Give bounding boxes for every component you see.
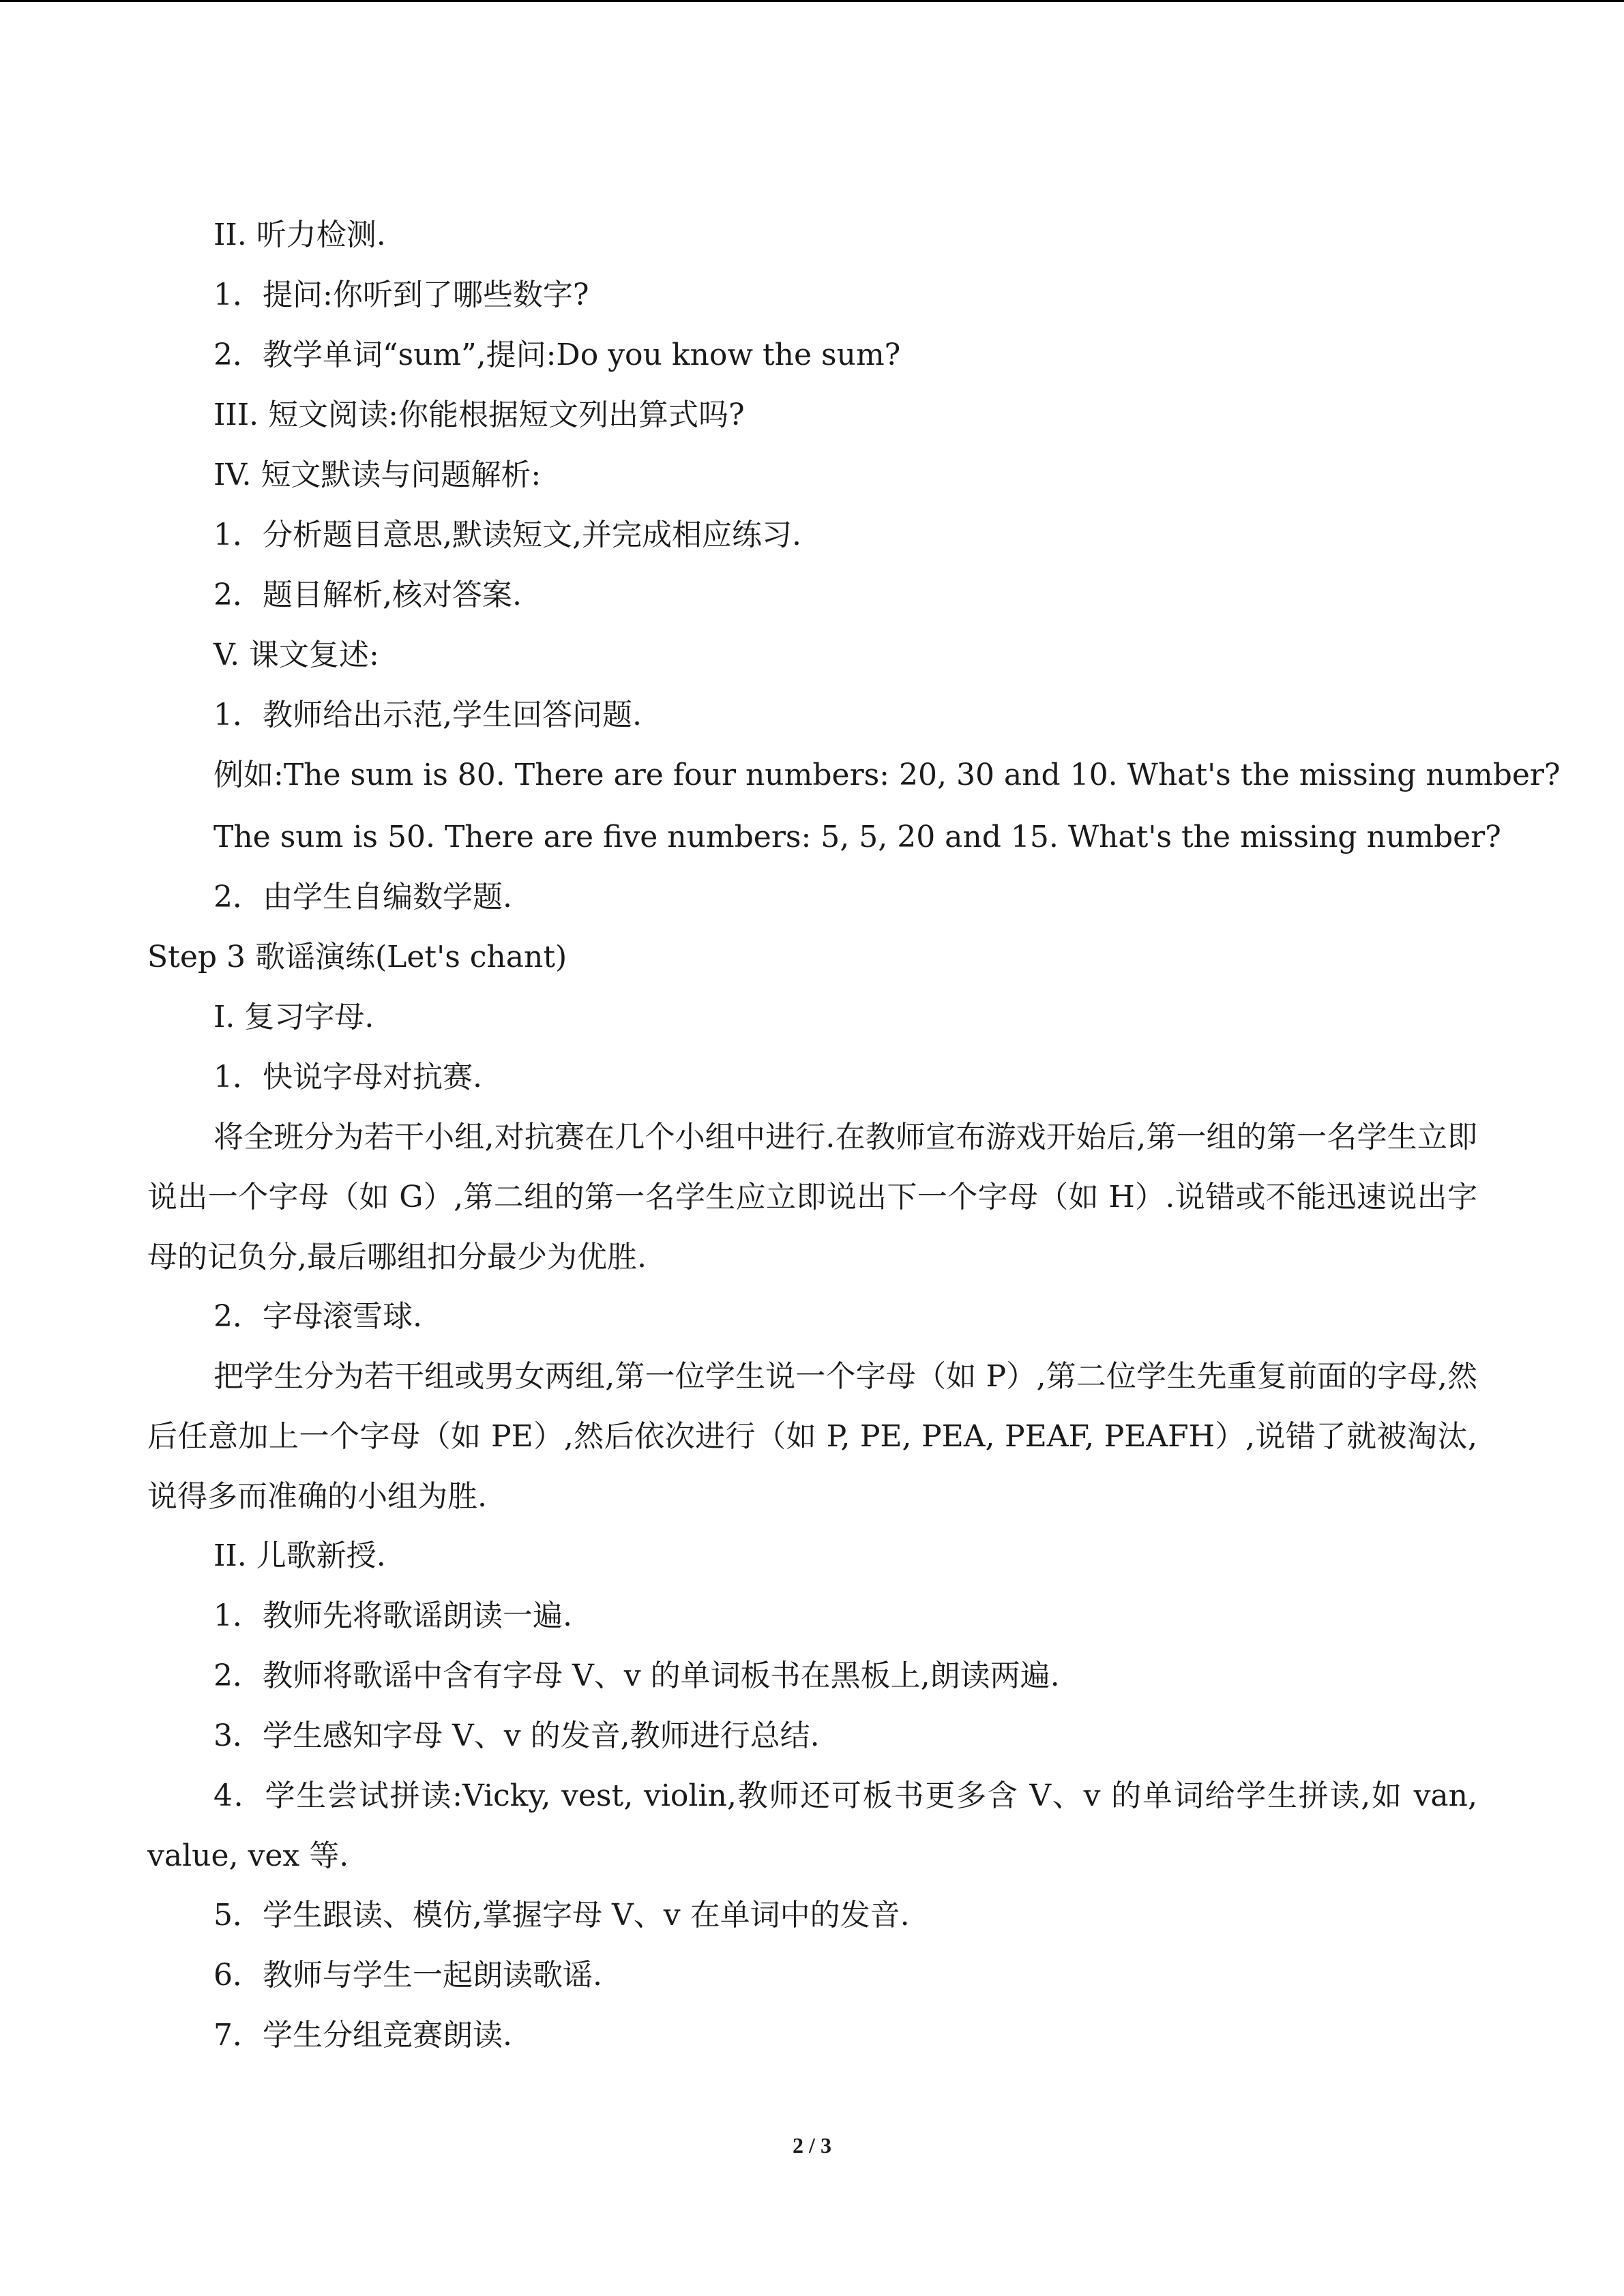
- top-border-rule: [0, 0, 1624, 2]
- list-item: 2．由学生自编数学题.: [213, 880, 512, 914]
- section-iii-heading: III. 短文阅读:你能根据短文列出算式吗?: [213, 398, 745, 432]
- paragraph: 将全班分为若干小组,对抗赛在几个小组中进行.在教师宣布游戏开始后,第一组的第一名学生立即说出一个字母（如 G）,第二组的第一名学生应立即说出下一个字母（如 H）.说错或不能迅速说出字母的记负分,最后哪组扣分最少为优胜.: [147, 1120, 1477, 1274]
- list-item: 5．学生跟读、模仿,掌握字母 V、v 在单词中的发音.: [213, 1898, 910, 1933]
- example-line: 例如:The sum is 80. There are four numbers: 20, 30 and 10. What's the missing number?: [213, 758, 1561, 792]
- paragraph: 4．学生尝试拼读:Vicky, vest, violin,教师还可板书更多含 V、v 的单词给学生拼读,如 van, value, vex 等.: [147, 1778, 1477, 1873]
- list-item: 3．学生感知字母 V、v 的发音,教师进行总结.: [213, 1718, 820, 1753]
- section-ii-heading: II. 儿歌新授.: [213, 1538, 386, 1573]
- list-item: 1．快说字母对抗赛.: [213, 1060, 482, 1094]
- list-item: 1．教师先将歌谣朗读一遍.: [213, 1598, 572, 1633]
- list-item: 1．提问:你听到了哪些数字?: [213, 278, 589, 312]
- list-item: 1．教师给出示范,学生回答问题.: [213, 698, 642, 732]
- section-i-heading: I. 复习字母.: [213, 1000, 374, 1034]
- section-iv-heading: IV. 短文默读与问题解析:: [213, 458, 542, 492]
- section-ii-heading: II. 听力检测.: [213, 218, 386, 252]
- list-item: 2．教学单词“sum”,提问:Do you know the sum?: [213, 338, 901, 372]
- list-item: 2．教师将歌谣中含有字母 V、v 的单词板书在黑板上,朗读两遍.: [213, 1658, 1060, 1693]
- list-item: 2．字母滚雪球.: [213, 1299, 422, 1334]
- paragraph: 把学生分为若干组或男女两组,第一位学生说一个字母（如 P）,第二位学生先重复前面的字母,然后任意加上一个字母（如 PE）,然后依次进行（如 P, PE, PEA, PEAF, PEAFH）,说错了就被淘汰,说得多而准确的小组为胜.: [147, 1359, 1477, 1514]
- page-number: 2 / 3: [793, 2133, 831, 2158]
- list-item: 1．分析题目意思,默读短文,并完成相应练习.: [213, 518, 801, 552]
- list-item: 7．学生分组竞赛朗读.: [213, 2018, 512, 2053]
- example-line: The sum is 50. There are five numbers: 5, 5, 20 and 15. What's the missing number?: [213, 820, 1501, 854]
- section-v-heading: V. 课文复述:: [213, 638, 379, 672]
- list-item: 2．题目解析,核对答案.: [213, 578, 522, 612]
- step-3-heading: Step 3 歌谣演练(Let's chant): [147, 940, 567, 974]
- list-item: 6．教师与学生一起朗读歌谣.: [213, 1958, 602, 1993]
